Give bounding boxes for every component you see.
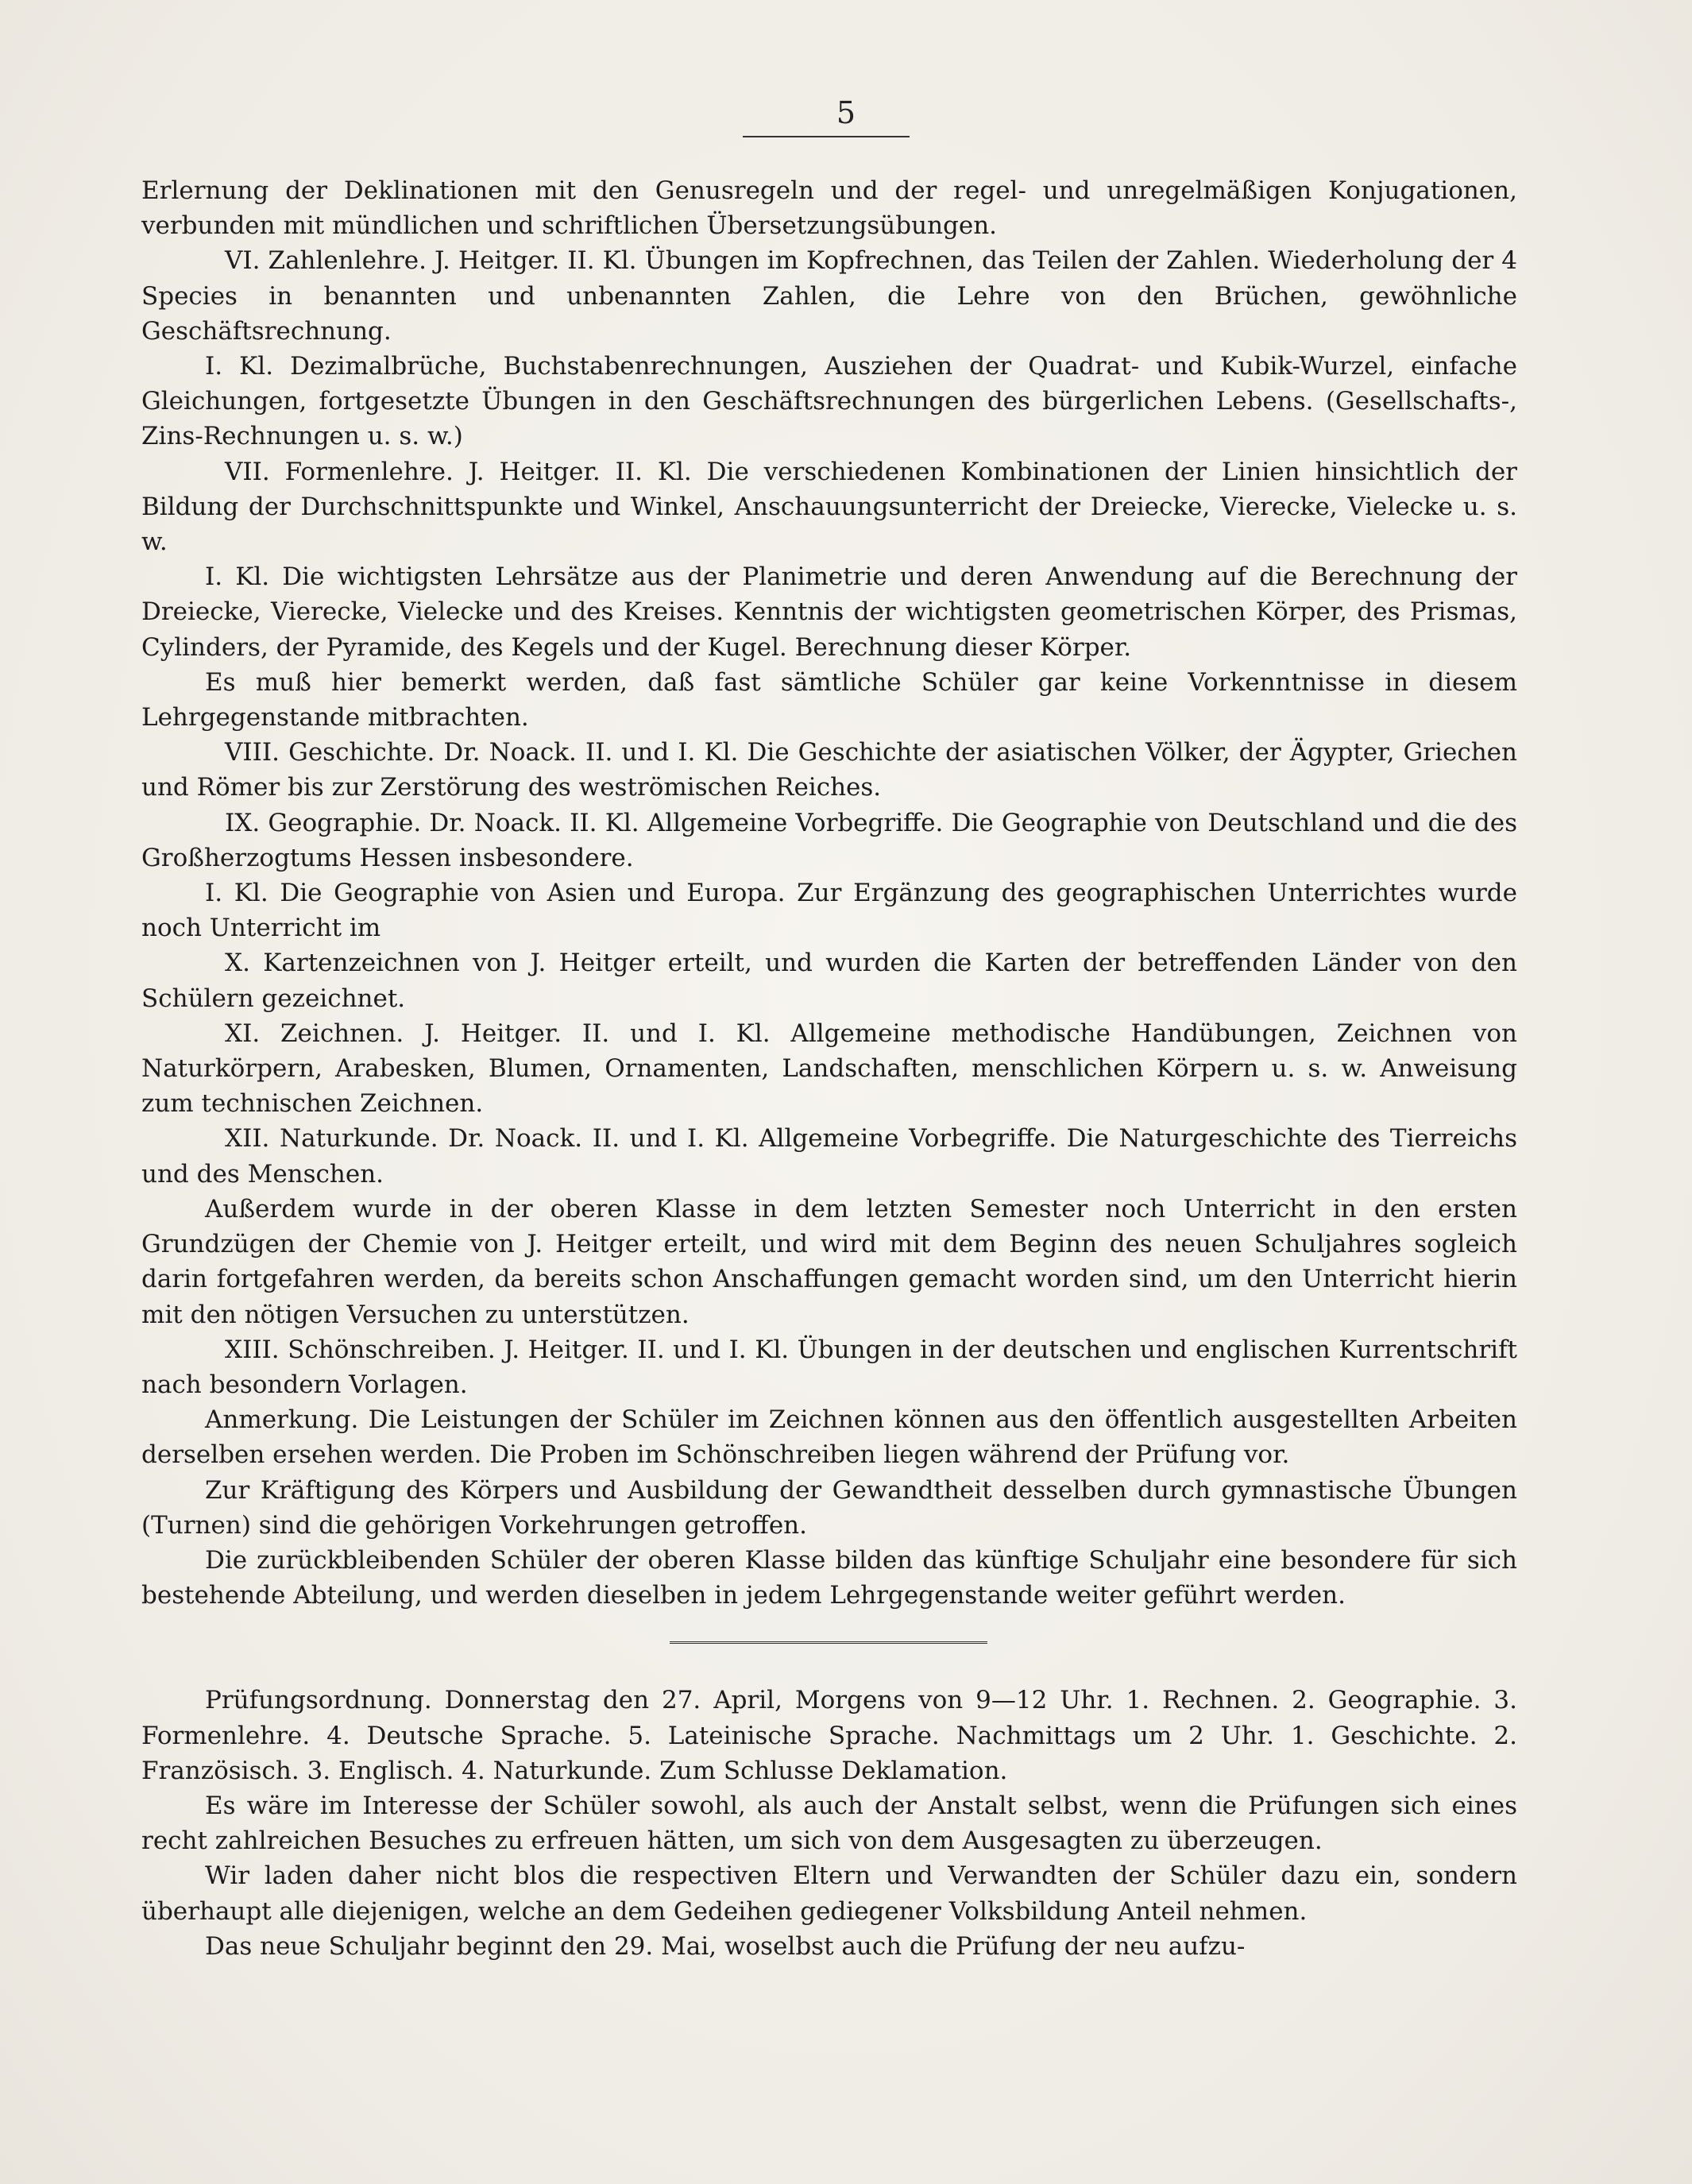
divider-rule <box>670 1641 987 1644</box>
paragraph: Erlernung der Deklinationen mit den Genusregeln und der regel- und unregelmäßigen Konjugationen, verbunden mit mündlichen und schriftlichen Übersetzungsübungen. <box>141 176 1517 241</box>
paragraph: Prüfungsordnung. Donnerstag den 27. April, Morgens von 9—12 Uhr. 1. Rechnen. 2. Geographie. 3. Formenlehre. 4. Deutsche Sprache. 5. Lateinische Sprache. Nachmittags um 2 Uhr. 1. Geschichte. 2. Französisch. 3. Englisch. 4. Naturkunde. Zum Schlusse Deklamation. <box>141 1686 1517 1785</box>
paragraph: I. Kl. Die wichtigsten Lehrsätze aus der Planimetrie und deren Anwendung auf die Berechnung der Dreiecke, Vierecke, Vielecke und des Kreises. Kenntnis der wichtigsten geometrischen Körper, des Prismas, Cylinders, der Pyramide, des Kegels und der Kugel. Berechnung dieser Körper. <box>141 562 1517 662</box>
page-number: 5 <box>836 95 856 130</box>
paragraph: Wir laden daher nicht blos die respectiven Eltern und Verwandten der Schüler dazu ein, sondern überhaupt alle diejenigen, welche an dem Gedeihen gediegener Volksbildung Anteil nehmen. <box>141 1861 1517 1926</box>
paragraph: Die zurückbleibenden Schüler der oberen Klasse bilden das künftige Schuljahr eine besondere für sich bestehende Abteilung, und werden dieselben in jedem Lehrgegenstande weiter geführt werden. <box>141 1545 1517 1610</box>
paragraph: VII. Formenlehre. J. Heitger. II. Kl. Die verschiedenen Kombinationen der Linien hinsichtlich der Bildung der Durchschnittspunkte und Winkel, Anschauungsunterricht der Dreiecke, Vierecke, Vielecke u. s. w. <box>141 457 1517 557</box>
paragraph: IX. Geographie. Dr. Noack. II. Kl. Allgemeine Vorbegriffe. Die Geographie von Deutschland und die des Großherzogtums Hessen insbesondere. <box>141 808 1517 872</box>
paragraph: Es muß hier bemerkt werden, daß fast sämtliche Schüler gar keine Vorkenntnisse in diesem Lehrgegenstande mitbrachten. <box>141 667 1517 733</box>
header-rule <box>743 136 910 137</box>
paragraph: VIII. Geschichte. Dr. Noack. II. und I. Kl. Die Geschichte der asiatischen Völker, der Ägypter, Griechen und Römer bis zur Zerstörung des weströmischen Reiches. <box>141 738 1517 802</box>
paragraph: Es wäre im Interesse der Schüler sowohl, als auch der Anstalt selbst, wenn die Prüfungen sich eines recht zahlreichen Besuches zu erfreuen hätten, um sich von dem Ausgesagten zu überzeugen. <box>141 1791 1517 1856</box>
paragraph: XII. Naturkunde. Dr. Noack. II. und I. Kl. Allgemeine Vorbegriffe. Die Naturgeschichte des Tierreichs und des Menschen. <box>141 1124 1517 1189</box>
section-divider <box>141 1613 1517 1683</box>
paragraph: Anmerkung. Die Leistungen der Schüler im Zeichnen können aus den öffentlich ausgestellten Arbeiten derselben ersehen werden. Die Proben im Schönschreiben liegen während der Prüfung vor. <box>141 1405 1517 1470</box>
paragraph: Das neue Schuljahr beginnt den 29. Mai, woselbst auch die Prüfung der neu aufzu- <box>205 1931 1246 1961</box>
paragraph: XIII. Schönschreiben. J. Heitger. II. und I. Kl. Übungen in der deutschen und englischen Kurrentschrift nach besondern Vorlagen. <box>141 1335 1517 1399</box>
page-body <box>141 173 1517 1964</box>
paragraph: X. Kartenzeichnen von J. Heitger erteilt, und wurden die Karten der betreffenden Länder von den Schülern gezeichnet. <box>141 949 1517 1013</box>
paragraph: XI. Zeichnen. J. Heitger. II. und I. Kl. Allgemeine methodische Handübungen, Zeichnen von Naturkörpern, Arabesken, Blumen, Ornamenten, Landschaften, menschlichen Körpern u. s. w. Anweisung zum technischen Zeichnen. <box>141 1019 1517 1119</box>
paragraph: Zur Kräftigung des Körpers und Ausbildung der Gewandtheit desselben durch gymnastische Übungen (Turnen) sind die gehörigen Vorkehrungen getroffen. <box>141 1475 1517 1540</box>
paragraph: Außerdem wurde in der oberen Klasse in dem letzten Semester noch Unterricht in den ersten Grundzügen der Chemie von J. Heitger erteilt, und wird mit dem Beginn des neuen Schuljahres sogleich darin fortgefahren werden, da bereits schon Anschaffungen gemacht worden sind, um den Unterricht hierin mit den nötigen Versuchen zu unterstützen. <box>141 1194 1517 1329</box>
paragraph: VI. Zahlenlehre. J. Heitger. II. Kl. Übungen im Kopfrechnen, das Teilen der Zahlen. Wiederholung der 4 Species in benannten und unbenannten Zahlen, die Lehre von den Brüchen, gewöhnliche Geschäftsrechnung. <box>141 246 1517 346</box>
paragraph: I. Kl. Dezimalbrüche, Buchstabenrechnungen, Ausziehen der Quadrat- und Kubik-Wurzel, einfache Gleichungen, fortgesetzte Übungen in den Geschäftsrechnungen des bürgerlichen Lebens. (Gesellschafts-, Zins-Rechnungen u. s. w.) <box>141 352 1517 451</box>
paragraph: I. Kl. Die Geographie von Asien und Europa. Zur Ergänzung des geographischen Unterrichtes wurde noch Unterricht im <box>141 879 1517 943</box>
